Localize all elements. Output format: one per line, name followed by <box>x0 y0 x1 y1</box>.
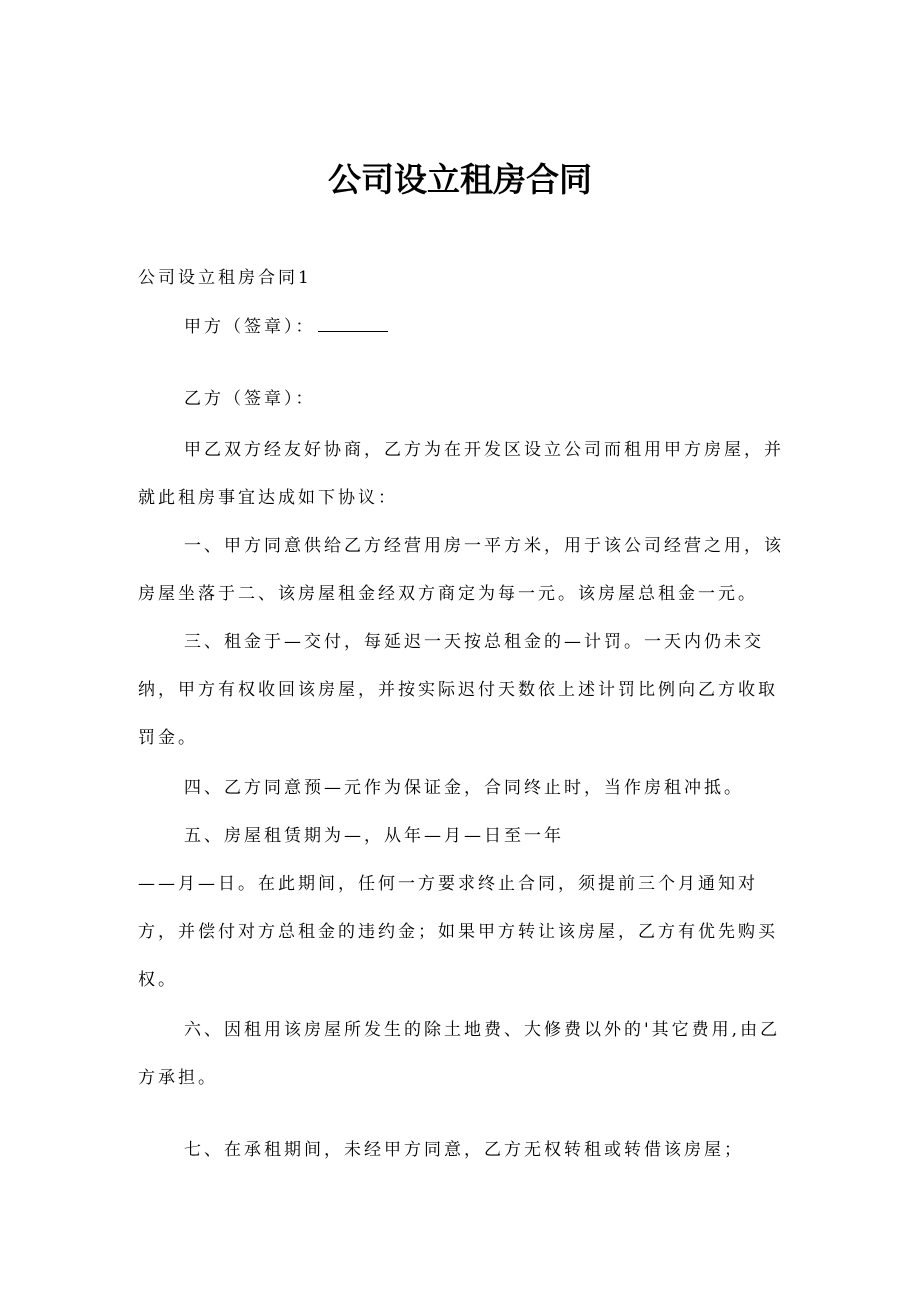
clause-3 <box>138 618 786 762</box>
clause-5 <box>138 812 786 1004</box>
clause-1 <box>138 522 786 618</box>
intro-paragraph <box>138 426 786 522</box>
clause-1-line-1: 一、甲方同意供给乙方经营用房一平方米，用于该公司经营之用，该 <box>184 536 784 556</box>
clause-7-line-1: 七、在承租期间，未经甲方同意，乙方无权转租或转借该房屋； <box>184 1140 744 1160</box>
intro-line-1: 甲乙双方经友好协商，乙方为在开发区设立公司而租用甲方房屋，并 <box>184 440 784 460</box>
clause-5-line-1: 五、房屋租赁期为—，从年—月—日至一年 <box>184 826 564 846</box>
subtitle-text: 公司设立租房合同1 <box>138 268 312 288</box>
clause-5-line-4: 权。 <box>138 970 178 990</box>
clause-4-line-1: 四、乙方同意预—元作为保证金，合同终止时，当作房租冲抵。 <box>184 778 744 798</box>
party-a-signature <box>138 303 786 351</box>
clause-3-line-2: 纳，甲方有权收回该房屋，并按实际迟付天数依上述计罚比例向乙方收取 <box>138 680 778 700</box>
intro-line-2: 就此租房事宜达成如下协议： <box>138 488 398 508</box>
clause-3-line-3: 罚金。 <box>138 728 198 748</box>
clause-5-line-3: 方，并偿付对方总租金的违约金；如果甲方转让该房屋，乙方有优先购买 <box>138 922 778 942</box>
clause-4 <box>138 764 786 812</box>
party-a-label: 甲方（签章）： <box>184 317 316 337</box>
clause-6-line-1: 六、因租用该房屋所发生的除土地费、大修费以外的'其它费用,由乙 <box>184 1020 781 1040</box>
party-b-signature <box>138 375 786 423</box>
clause-7 <box>138 1126 786 1174</box>
document-title: 公司设立租房合同 <box>328 160 592 199</box>
clause-6-line-2: 方承担。 <box>138 1068 218 1088</box>
party-b-label: 乙方（签章）： <box>184 389 316 409</box>
clause-3-line-1: 三、租金于—交付，每延迟一天按总租金的—计罚。一天内仍未交 <box>184 632 764 652</box>
clause-6 <box>138 1006 786 1102</box>
clause-1-line-2: 房屋坐落于二、该房屋租金经双方商定为每一元。该房屋总租金一元。 <box>138 584 758 604</box>
clause-5-line-2: ——月—日。在此期间，任何一方要求终止合同，须提前三个月通知对 <box>138 874 758 894</box>
subtitle <box>138 254 786 302</box>
party-a-signature-blank <box>318 307 388 332</box>
